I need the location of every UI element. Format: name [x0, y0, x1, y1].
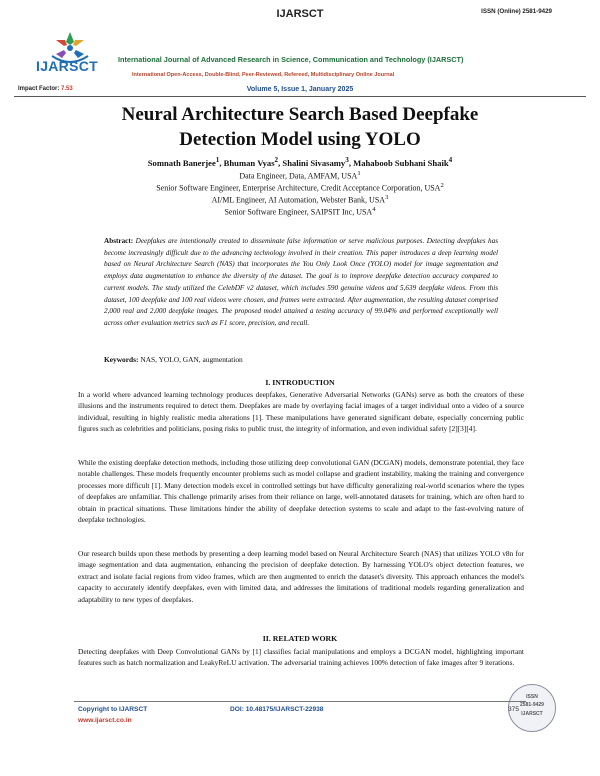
- affiliation-text: Data Engineer, Data, AMFAM, USA: [239, 171, 358, 181]
- author-name: Bhuman Vyas: [223, 157, 275, 168]
- stamp-line-2: 2581-9429: [520, 702, 544, 708]
- stamp-line-1: ISSN: [526, 694, 538, 700]
- keywords: [104, 355, 243, 364]
- journal-subtitle: International Open-Access, Double-Blind, Peer-Reviewed, Refereed, Multidisciplinary Online Journal: [132, 72, 395, 78]
- affiliation: [0, 206, 600, 217]
- affiliation-text: AI/ML Engineer, AI Automation, Webster Bank, USA: [211, 195, 386, 205]
- affiliation: [0, 182, 600, 193]
- abstract: [104, 236, 498, 330]
- intro-paragraph-3: Our research builds upon these methods by presenting a deep learning model based on Neural Architecture Search (NAS) that utilizes YOLO v8n for image segmentation and data augmentation, enhancing the precision of deepfake detection. By harnessing YOLO's object detection features, we extract and isolate facial regions from video frames, which are then augmented to enrich the dataset's diversity. This approach enhances the model's capacity to accurately identify deepfakes, even with limited data, and addresses the limitations of traditional models regarding generalization and adaptability to new types of deepfakes.: [78, 549, 524, 604]
- author-name: Shalini Sivasamy: [282, 157, 346, 168]
- affiliation-text: Senior Software Engineer, Enterprise Architecture, Credit Acceptance Corporation, USA: [156, 183, 441, 193]
- footer-website-link[interactable]: www.ijarsct.co.in: [78, 717, 132, 724]
- stamp-line-3: IJARSCT: [521, 711, 543, 717]
- affiliation: [0, 170, 600, 181]
- author-name: Mahaboob Subhani Shaik: [353, 157, 449, 168]
- abstract-label: Abstract:: [104, 237, 134, 245]
- volume-issue: Volume 5, Issue 1, January 2025: [246, 86, 354, 93]
- abstract-text: Deepfakes are intentionally created to disseminate false information or serve malicious purposes. Detecting deepfakes has become increasingly difficult due to the advancing technology involved in their creation. This paper introduces a deep learning model based on Neural Architecture Search (NAS) that incorporates the You Only Look Once (YOLO) model for image segmentation and employs data augmentation to enhance the diversity of the dataset. The goal is to improve deepfake detection accuracy compared to current models. The study utilized the CelebDF v2 dataset, which includes 590 genuine videos and 5,639 deepfake videos. From this dataset, 100 deepfake and 100 real videos were chosen, and frames were extracted. After augmentation, the resulting dataset comprised 2,000 real and 2,000 deepfake images. The proposed model attained a testing accuracy of 99.04% and performed exceptionally well across other evaluation metrics such as F1 score, precision, and recall.: [104, 237, 498, 327]
- paper-title-line2: Detection Model using YOLO: [179, 129, 421, 150]
- author-name: Somnath Banerjee: [147, 157, 216, 168]
- issn-label: ISSN (Online) 2581-9429: [481, 8, 552, 15]
- intro-paragraph-2: While the existing deepfake detection methods, including those utilizing deep convolutional GAN (DCGAN) models, demonstrate potential, they face notable challenges. These models frequently encounter problems such as model collapse and gradient instability, making the training and convergence processes more difficult [1]. Many detection models excel in controlled settings but have difficulty generalizing real-world scenarios where the types of deepfakes are unfamiliar. This challenge primarily arises from their reliance on large, well-annotated datasets for training, which are often hard to obtain in practical situations. These limitations hinder the ability of deepfake detection systems to scale and adapt to the fast-evolving nature of deepfake technologies.: [78, 458, 524, 525]
- author-sup: 3: [345, 156, 349, 164]
- author-sup: 1: [215, 156, 220, 164]
- author-list: Somnath Banerjee$^1$, Bhuman Vyas$^2$, Shalini Sivasamy$^3$, Mahaboob Subhani Shaik$^4$: [147, 156, 453, 168]
- section-heading-related-work: II. RELATED WORK: [262, 634, 338, 643]
- keywords-label: Keywords:: [104, 355, 139, 364]
- affiliation-sup: 1: [357, 170, 361, 177]
- impact-factor-value: 7.53: [61, 86, 73, 92]
- keywords-text: NAS, YOLO, GAN, augmentation: [140, 355, 243, 364]
- related-work-paragraph-1: Detecting deepfakes with Deep Convolutional GANs by [1] classifies facial manipulations and employs a DCGAN model, highlighting important features such as batch normalization and LeakyReLU activation. The adversarial training achieves 100% detection of fake images after 9 iterations.: [78, 647, 524, 668]
- page-number: 375: [508, 706, 520, 713]
- header-divider: [14, 96, 586, 97]
- logo-wordmark: IJARSCT: [36, 58, 98, 74]
- paper-title: [0, 102, 600, 152]
- affiliation-text: Senior Software Engineer, SAIPSIT Inc, USA: [224, 207, 373, 217]
- paper-title-line1: Neural Architecture Search Based Deepfake: [121, 104, 479, 125]
- author-sup: 4: [448, 156, 453, 164]
- section-heading-introduction: I. INTRODUCTION: [265, 378, 335, 387]
- affiliation-sup: 4: [372, 206, 376, 213]
- journal-full-name: International Journal of Advanced Research in Science, Communication and Technology (IJARSCT): [118, 55, 464, 64]
- footer-divider: [74, 701, 526, 702]
- journal-short-title: IJARSCT: [276, 8, 324, 20]
- affiliation-sup: 3: [385, 194, 389, 201]
- footer-copyright: Copyright to IJARSCT: [78, 706, 148, 713]
- impact-factor-label: Impact Factor:: [18, 86, 60, 92]
- affiliation-sup: 2: [440, 182, 444, 189]
- footer-doi: DOI: 10.48175/IJARSCT-22938: [230, 706, 324, 713]
- author-sup: 2: [274, 156, 279, 164]
- intro-paragraph-1: In a world where advanced learning technology produces deepfakes, Generative Adversarial Networks (GANs) serve as both the creators of these illusions and the instruments required to detect them. Deepfakes are made by overlaying facial images of a target individual onto a video of a source individual, resulting in highly realistic media alterations [1]. These manipulations have generated significant debate, especially concerning public figures such as celebrities and politicians, posing risks to public trust, the integrity of information, and even individual safety [2][3][4].: [78, 390, 524, 434]
- affiliation: [0, 194, 600, 205]
